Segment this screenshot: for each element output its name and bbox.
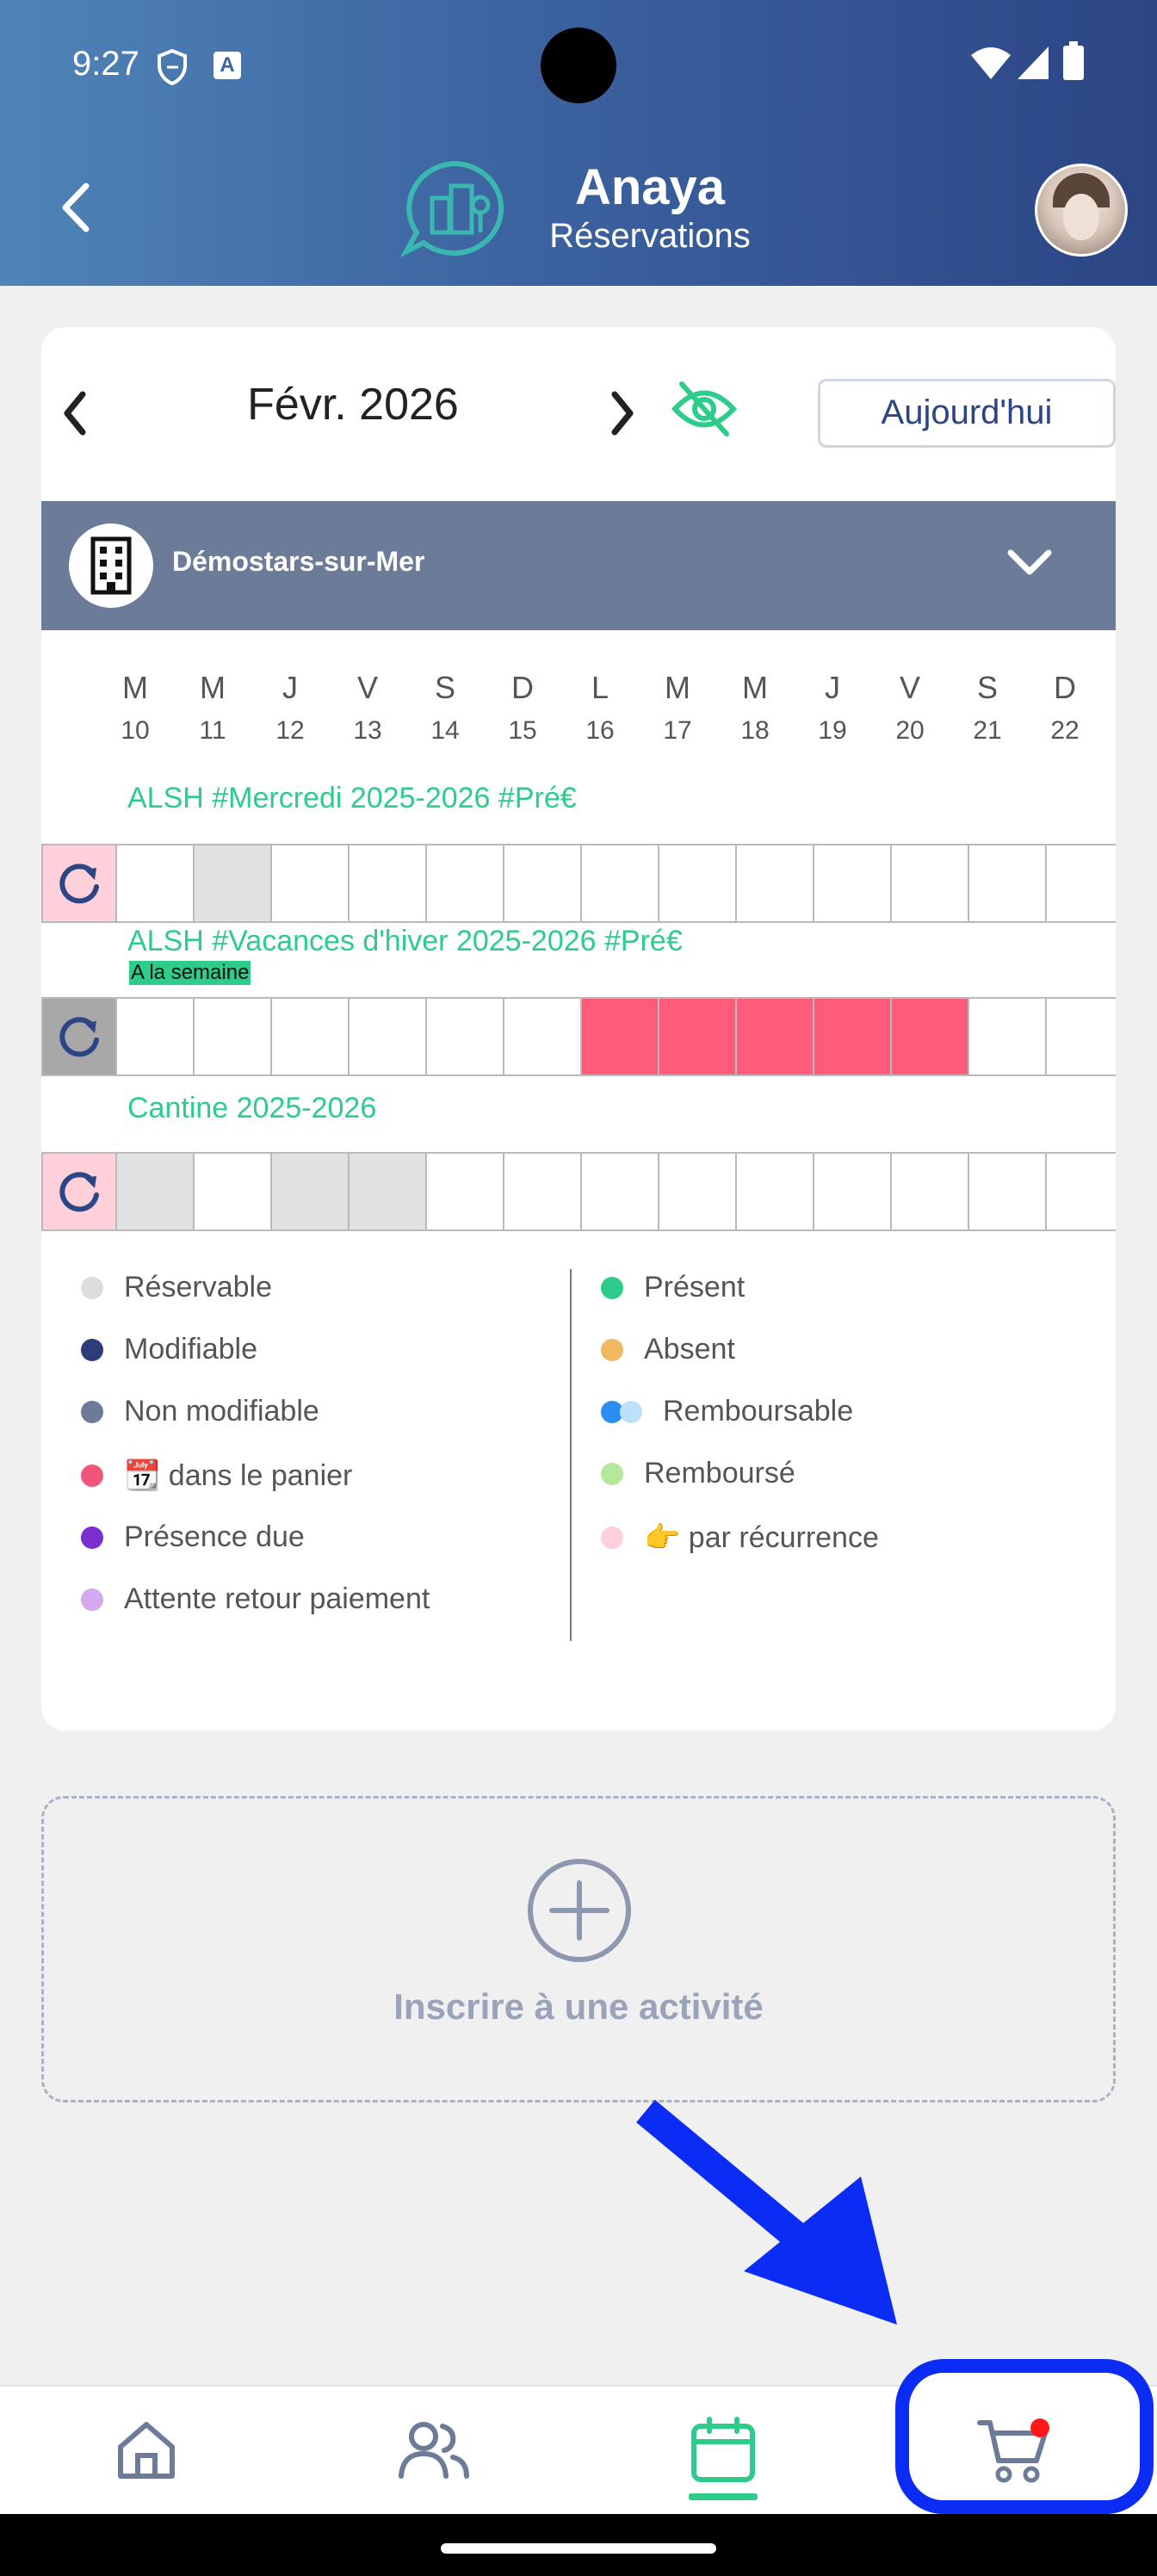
header-subtitle: Réservations	[549, 217, 751, 255]
day-cell[interactable]	[814, 845, 892, 921]
active-tab-indicator	[689, 2493, 758, 2500]
day-cell[interactable]	[659, 845, 737, 921]
activity-title: Cantine 2025-2026	[127, 1092, 377, 1124]
day-cell[interactable]	[117, 1154, 195, 1229]
legend-label: 📆 dans le panier	[124, 1459, 353, 1492]
legend-divider	[570, 1269, 572, 1641]
legend-label: Remboursable	[663, 1395, 854, 1427]
activity-day-row	[41, 997, 1116, 1076]
activity-day-row	[41, 1152, 1116, 1231]
building-icon	[69, 523, 153, 608]
day-number: 15	[508, 716, 537, 745]
day-cell[interactable]	[504, 845, 582, 921]
day-number: 12	[275, 716, 305, 745]
legend-dot	[81, 1588, 103, 1611]
day-cell[interactable]	[969, 845, 1047, 921]
activity-day-row	[41, 844, 1116, 923]
location-selector[interactable]	[41, 501, 1116, 630]
day-cell[interactable]	[350, 845, 427, 921]
legend-label: Absent	[644, 1333, 735, 1365]
signal-icon	[1016, 45, 1050, 81]
app-logo-icon	[398, 157, 510, 260]
day-letter: S	[976, 670, 998, 705]
day-cell[interactable]	[1047, 999, 1116, 1074]
people-icon[interactable]	[398, 2418, 470, 2483]
app-header	[0, 0, 1157, 286]
today-button[interactable]: Aujourd'hui	[818, 379, 1116, 448]
legend-label: Attente retour paiement	[124, 1582, 430, 1615]
day-cell[interactable]	[814, 999, 892, 1074]
recurrence-refresh-icon[interactable]	[41, 845, 117, 921]
annotation-arrow-icon	[628, 2092, 921, 2333]
day-cell[interactable]	[195, 999, 272, 1074]
legend-label: Remboursé	[644, 1457, 795, 1489]
legend-dot	[601, 1339, 623, 1361]
camera-cutout	[541, 28, 616, 103]
day-cell[interactable]	[427, 845, 504, 921]
legend-label: Non modifiable	[124, 1395, 319, 1427]
day-number: 14	[430, 716, 460, 745]
day-cell[interactable]	[427, 999, 504, 1074]
legend-dot	[81, 1277, 103, 1299]
day-letter: S	[434, 670, 455, 705]
accessibility-icon: A	[213, 52, 241, 79]
add-activity-label: Inscrire à une activité	[393, 1986, 764, 2027]
header-title: Anaya	[574, 159, 726, 215]
status-time: 9:27	[72, 45, 139, 83]
activity-title: ALSH #Mercredi 2025-2026 #Pré€	[127, 782, 577, 814]
day-number: 18	[740, 716, 770, 745]
day-number: 13	[353, 716, 382, 745]
legend-label: Présent	[644, 1271, 746, 1303]
day-cell[interactable]	[427, 1154, 504, 1229]
battery-icon	[1062, 41, 1085, 81]
legend-label: 👉 par récurrence	[644, 1521, 879, 1554]
legend-dot	[601, 1526, 623, 1549]
day-cell[interactable]	[272, 1154, 350, 1229]
day-number: 20	[895, 716, 925, 745]
legend-item	[601, 1520, 879, 1555]
legend-dot	[601, 1277, 623, 1299]
legend-item	[81, 1458, 352, 1493]
day-header-row	[41, 663, 1116, 758]
recurrence-refresh-icon[interactable]	[41, 1154, 117, 1229]
home-indicator[interactable]	[441, 2543, 716, 2554]
day-letter: L	[591, 670, 609, 705]
day-number: 22	[1050, 716, 1080, 745]
gesture-bar	[0, 2514, 1157, 2576]
legend-label: Modifiable	[124, 1333, 257, 1365]
day-number: 19	[818, 716, 847, 745]
avatar[interactable]	[1035, 164, 1128, 257]
legend-item	[601, 1333, 735, 1366]
day-cell[interactable]	[814, 1154, 892, 1229]
chevron-down-icon	[1005, 546, 1054, 580]
day-number: 11	[199, 716, 226, 745]
legend-dot	[81, 1339, 103, 1361]
legend-item	[81, 1271, 272, 1304]
next-month-icon[interactable]	[608, 389, 637, 437]
legend-dot	[601, 1463, 623, 1485]
day-cell[interactable]	[969, 999, 1047, 1074]
day-cell[interactable]	[1047, 1154, 1116, 1229]
day-cell[interactable]	[737, 999, 814, 1074]
day-letter: M	[122, 670, 148, 705]
hide-eye-icon[interactable]	[670, 379, 739, 439]
day-number: 10	[121, 716, 150, 745]
location-name: Démostars-sur-Mer	[172, 546, 425, 577]
day-cell[interactable]	[659, 1154, 737, 1229]
day-letter: V	[356, 670, 378, 705]
day-cell[interactable]	[582, 845, 659, 921]
day-cell[interactable]	[969, 1154, 1047, 1229]
day-cell[interactable]	[504, 999, 582, 1074]
day-cell[interactable]	[504, 1154, 582, 1229]
shield-icon	[155, 48, 189, 86]
day-letter: D	[511, 670, 534, 705]
calendar-icon[interactable]	[689, 2416, 758, 2485]
day-number: 16	[585, 716, 615, 745]
day-cell[interactable]	[737, 1154, 814, 1229]
day-letter: M	[665, 670, 690, 705]
day-letter: V	[899, 670, 920, 705]
activity-tag: A la semaine	[131, 961, 250, 984]
legend-item	[81, 1395, 319, 1428]
legend-dot	[81, 1464, 103, 1487]
day-cell[interactable]	[195, 845, 272, 921]
day-cell[interactable]	[582, 1154, 659, 1229]
bottom-navigation	[0, 2385, 1157, 2516]
legend-label: Réservable	[124, 1271, 272, 1303]
day-letter: J	[825, 670, 840, 705]
month-label: Févr. 2026	[247, 380, 459, 430]
day-cell[interactable]	[582, 999, 659, 1074]
day-cell[interactable]	[117, 999, 195, 1074]
day-letter: M	[742, 670, 768, 705]
legend-item	[601, 1457, 795, 1490]
day-cell[interactable]	[892, 1154, 969, 1229]
day-cell[interactable]	[659, 999, 737, 1074]
day-letter: D	[1054, 670, 1076, 705]
legend-item	[81, 1333, 257, 1366]
legend-dot	[81, 1401, 103, 1423]
legend-item	[601, 1271, 745, 1304]
legend-item	[601, 1395, 853, 1428]
day-letter: M	[200, 670, 226, 705]
cart-icon[interactable]	[976, 2416, 1055, 2486]
day-cell[interactable]	[892, 999, 969, 1074]
day-cell[interactable]	[1047, 845, 1116, 921]
day-cell[interactable]	[272, 999, 350, 1074]
activity-title: ALSH #Vacances d'hiver 2025-2026 #Pré€	[127, 925, 683, 957]
legend-label: Présence due	[124, 1520, 305, 1553]
day-letter: J	[282, 670, 298, 705]
day-cell[interactable]	[350, 1154, 427, 1229]
day-number: 17	[663, 716, 692, 745]
day-cell[interactable]	[117, 845, 195, 921]
home-icon[interactable]	[114, 2418, 179, 2483]
prev-month-icon[interactable]	[60, 389, 90, 437]
add-activity-button[interactable]	[41, 1796, 1116, 2102]
legend-item	[81, 1520, 305, 1554]
recurrence-refresh-icon[interactable]	[41, 999, 117, 1074]
day-cell[interactable]	[737, 845, 814, 921]
plus-circle-icon	[526, 1857, 633, 1964]
wifi-icon	[969, 45, 1012, 81]
day-number: 21	[973, 716, 1002, 745]
day-cell[interactable]	[350, 999, 427, 1074]
day-cell[interactable]	[272, 845, 350, 921]
day-cell[interactable]	[892, 845, 969, 921]
legend-item	[81, 1582, 430, 1616]
day-cell[interactable]	[195, 1154, 272, 1229]
legend-dot	[81, 1526, 103, 1549]
legend-dot	[620, 1401, 642, 1423]
back-chevron-icon[interactable]	[57, 181, 95, 234]
